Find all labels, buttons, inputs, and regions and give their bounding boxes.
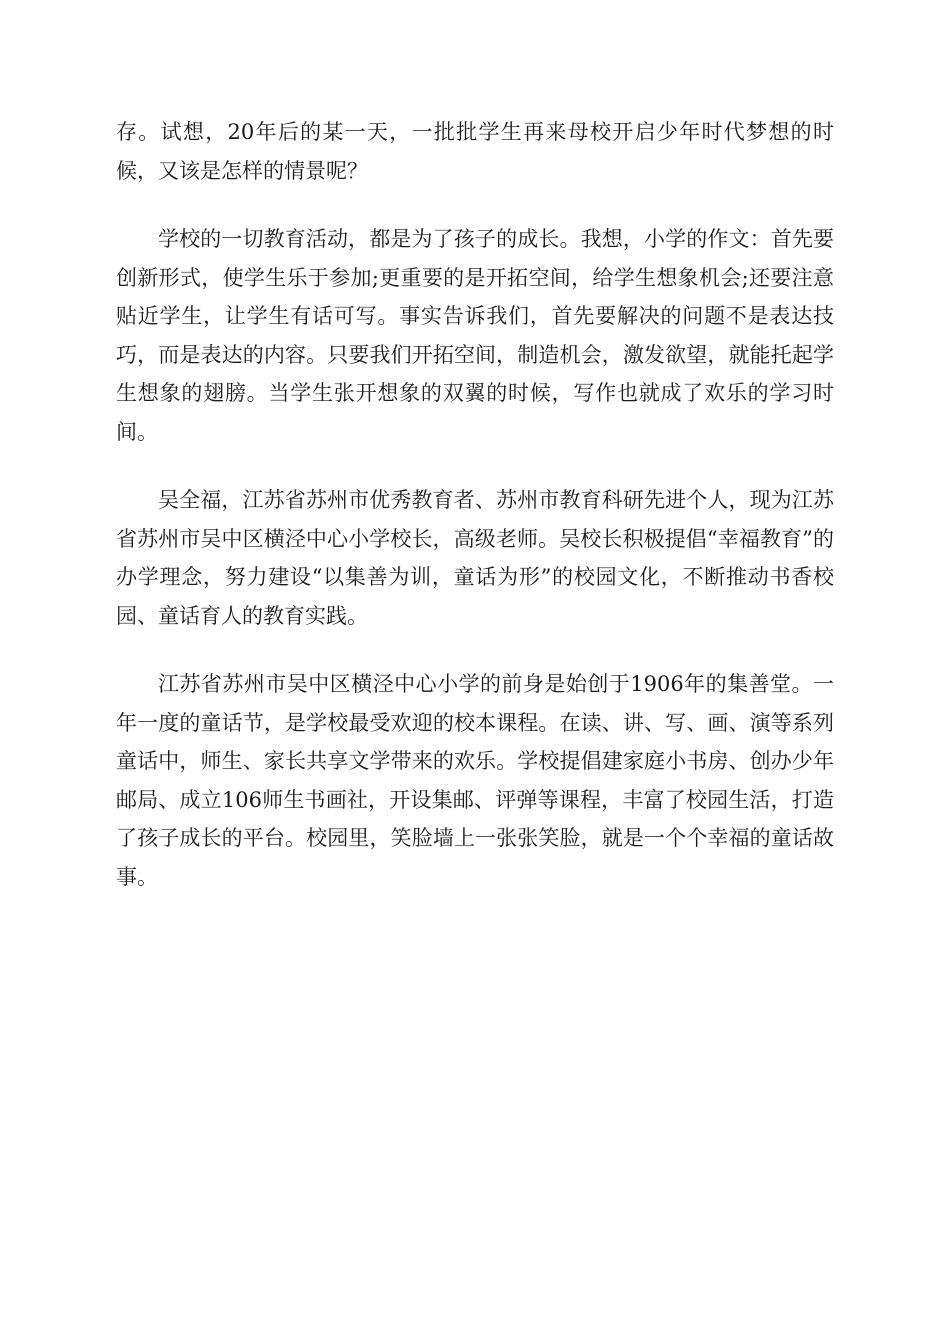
document-body [116, 113, 834, 896]
paragraph-education-activities: 学校的一切教育活动，都是为了孩子的成长。我想，小学的作文：首先要创新形式，使学生乐于参加;更重要的是开拓空间，给学生想象机会;还要注意贴近学生，让学生有话可写。事实告诉我们，首先要解决的问题不是表达技巧，而是表达的内容。只要我们开拓空间，制造机会，激发欲望，就能托起学生想象的翅膀。当学生张开想象的双翼的时候，写作也就成了欢乐的学习时间。 [116, 227, 834, 444]
paragraph-principal-profile: 吴全福，江苏省苏州市优秀教育者、苏州市教育科研先进个人，现为江苏省苏州市吴中区横泾中心小学校长，高级老师。吴校长积极提倡“幸福教育”的办学理念，努力建设“以集善为训，童话为形”的校园文化，不断推动书香校园、童话育人的教育实践。 [116, 488, 834, 628]
paragraph-continuation: 存。试想，20年后的某一天，一批批学生再来母校开启少年时代梦想的时候，又该是怎样的情景呢？ [116, 120, 834, 183]
paragraph-school-history: 江苏省苏州市吴中区横泾中心小学的前身是始创于1906年的集善堂。一年一度的童话节，是学校最受欢迎的校本课程。在读、讲、写、画、演等系列童话中，师生、家长共享文学带来的欢乐。学校提倡建家庭小书房、创办少年邮局、成立106师生书画社，开设集邮、评弹等课程，丰富了校园生活，打造了孩子成长的平台。校园里，笑脸墙上一张张笑脸，就是一个个幸福的童话故事。 [116, 672, 834, 889]
